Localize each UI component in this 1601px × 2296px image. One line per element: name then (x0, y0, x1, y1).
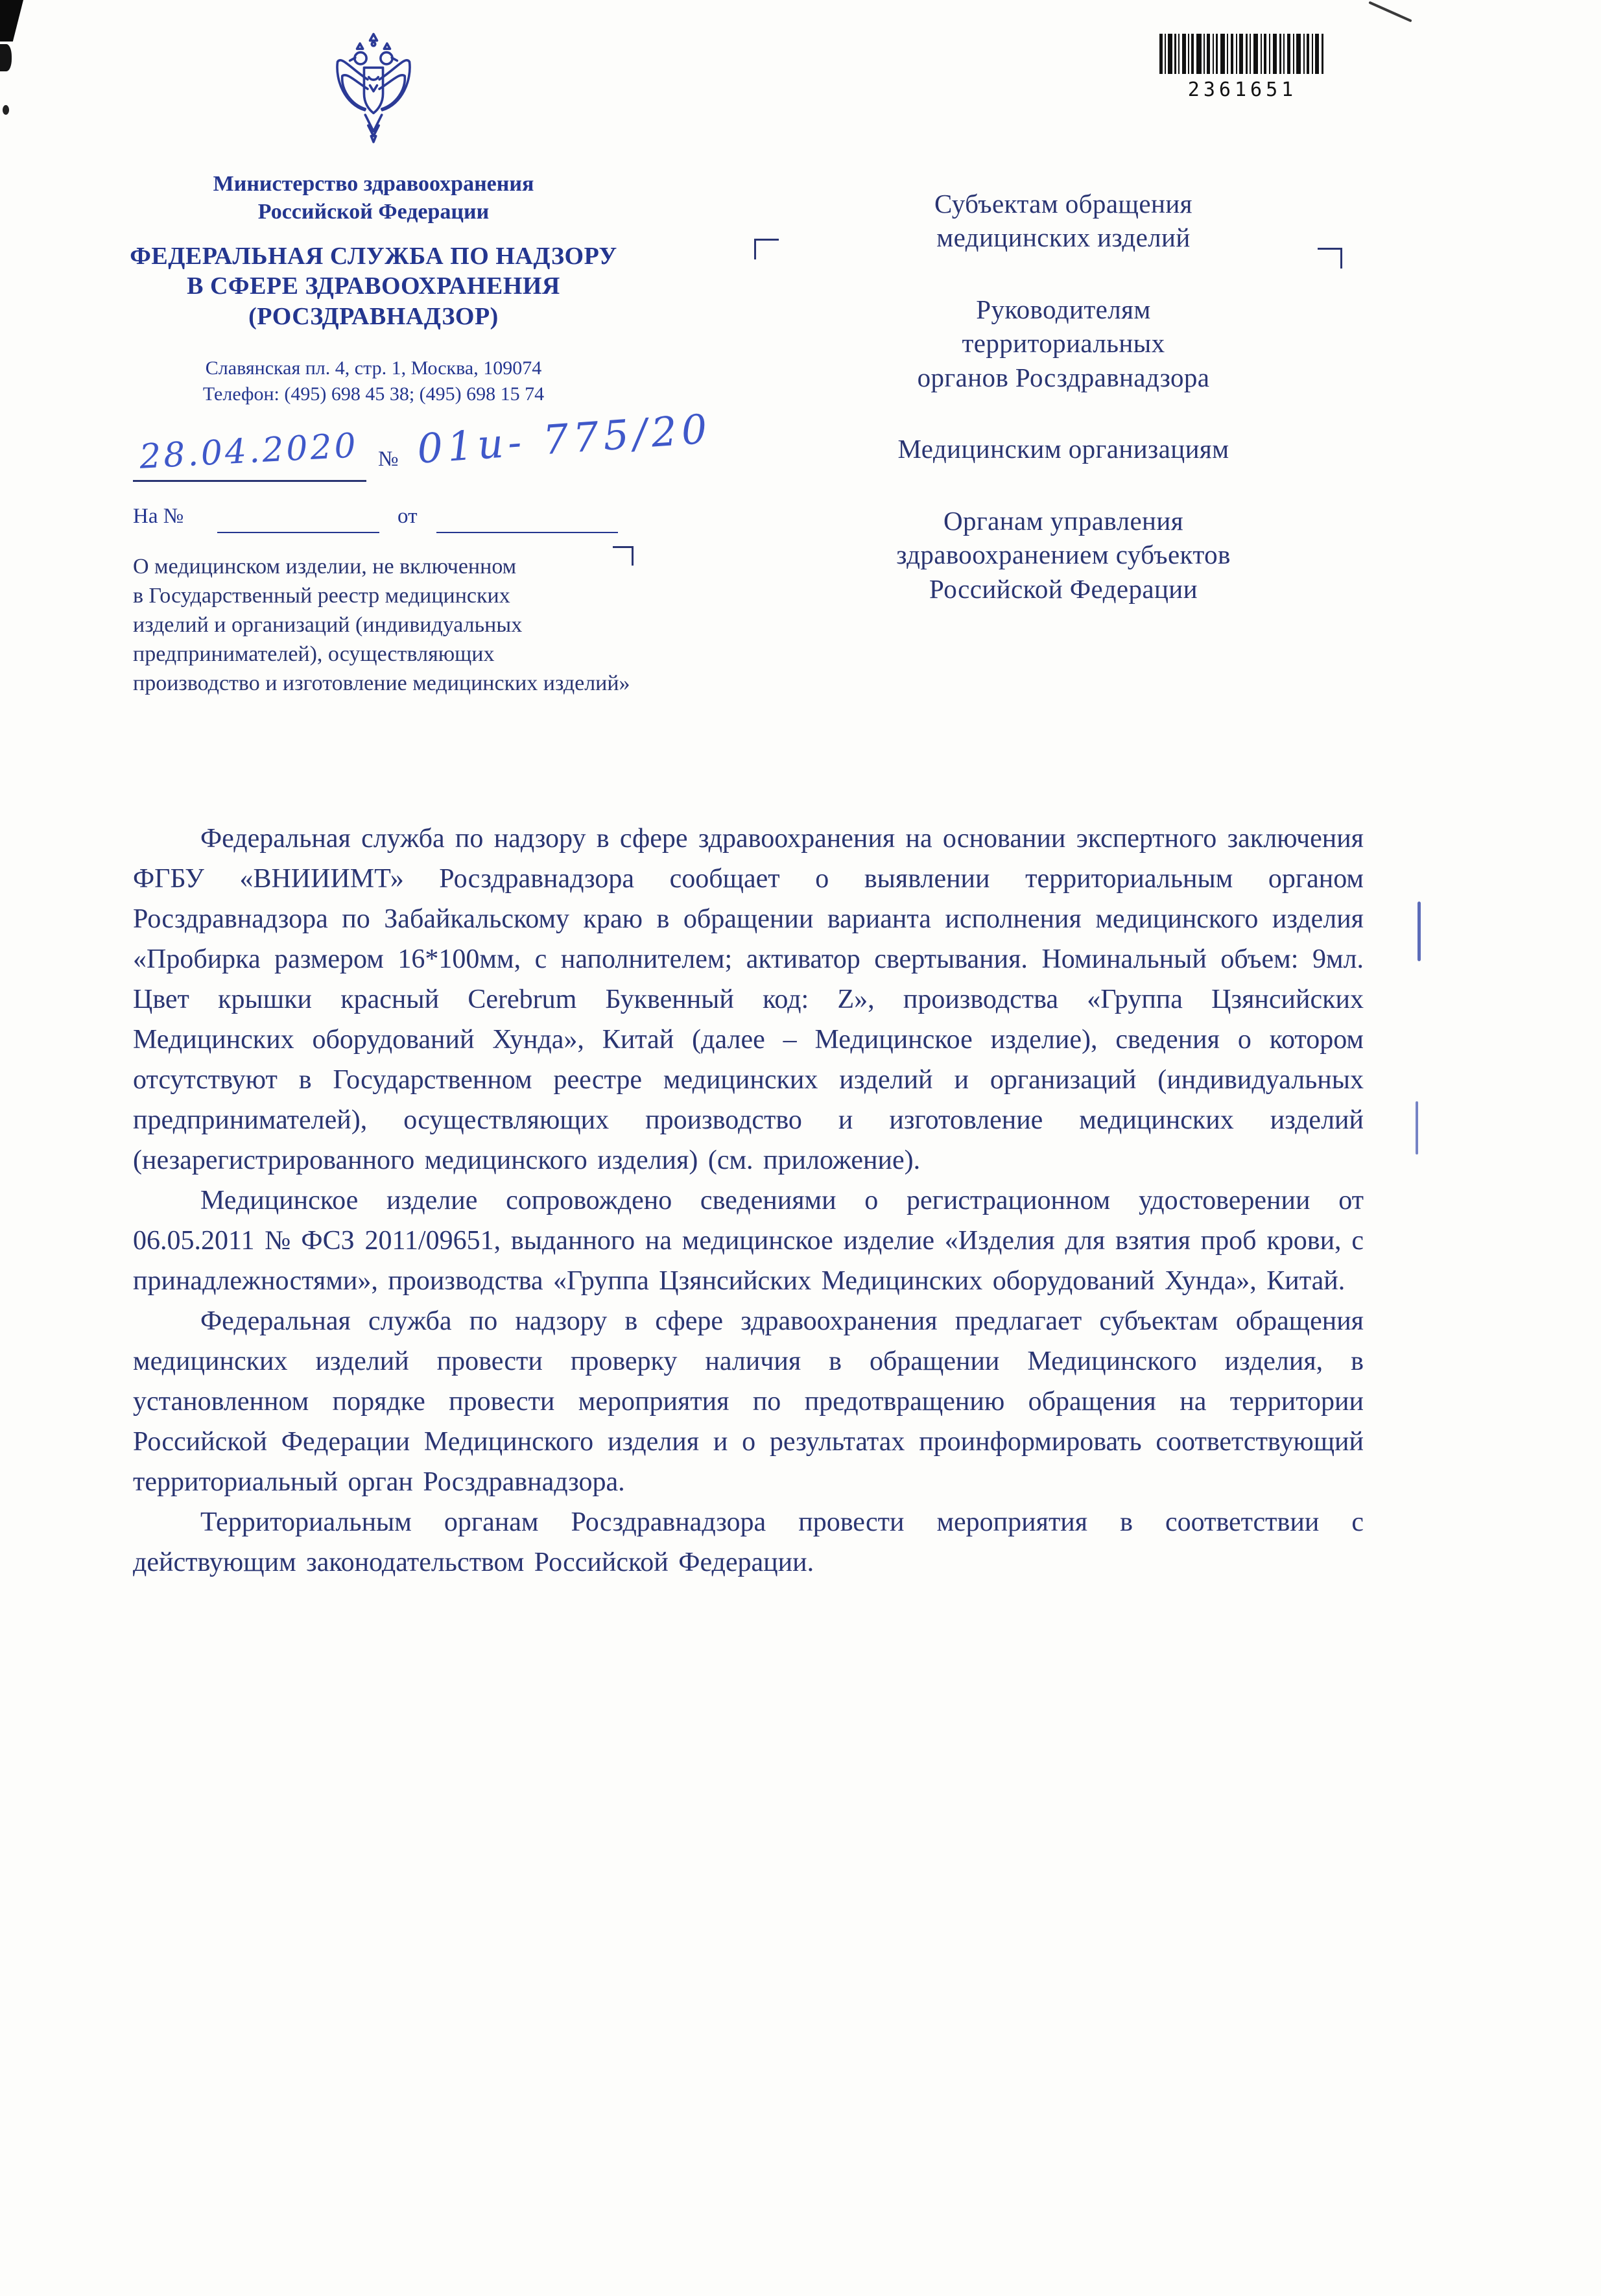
recipient-block: Руководителям территориальных органов Росздравнадзора (917, 294, 1210, 392)
reply-from-label: от (397, 505, 418, 528)
recipient-block: Органам управления здравоохранением субъектов Российской Федерации (896, 505, 1231, 604)
letter-body (133, 819, 1364, 1583)
scan-artifact-blob (0, 44, 12, 71)
reply-date-line (436, 532, 618, 533)
ministry-name: Министерство здравоохранения Российской Федерации (213, 172, 534, 224)
scan-artifact-blob (0, 0, 23, 42)
barcode-block (1159, 34, 1325, 101)
recipients-list (775, 187, 1352, 643)
handwritten-date: 28.04.2020 (138, 426, 360, 477)
coat-of-arms-emblem (332, 31, 415, 161)
body-paragraph: Федеральная служба по надзору в сфере здравоохранения на основании экспертного заключения ФГБУ «ВНИИИМТ» Росздравнадзора сообщает о выявлении территориальным органом Росздравнадзора по Забайкальскому краю в обращении варианта исполнения медицинского изделия «Пробирка размером 16*100мм, с наполнителем; активатор свертывания. Номинальный объем: 9мл. Цвет крышки красный Cerebrum Буквенный код: Z», производства «Группа Цзянсийских Медицинских оборудований Хунда», Китай (далее – Медицинское изделие), сведения о котором отсутствуют в Государственном реестре медицинских изделий и организаций (индивидуальных предпринимателей), осуществляющих производство и изготовление медицинских изделий (незарегистрированного медицинского изделия) (см. приложение). (133, 824, 1364, 1175)
recipient-block: Субъектам обращения медицинских изделий (934, 189, 1192, 253)
letterhead-address: Славянская пл. 4, стр. 1, Москва, 109074 (205, 357, 542, 379)
scan-artifact-ink-mark (1416, 1101, 1418, 1154)
scan-artifact-line (1368, 1, 1412, 23)
body-paragraph: Медицинское изделие сопровождено сведениями о регистрационном удостоверении от 06.05.2011 № ФСЗ 2011/09651, выданного на медицинское изделие «Изделия для взятия проб крови, с принадлежностями», производства «Группа Цзянсийских Медицинских оборудований Хунда», Китай. (133, 1186, 1364, 1296)
barcode-number: 2361651 (1187, 78, 1298, 101)
letterhead-phone: Телефон: (495) 698 45 38; (495) 698 15 74 (202, 383, 545, 405)
handwritten-number: 01и- 775/20 (416, 405, 713, 473)
reply-to-label: На № (133, 505, 184, 528)
recipient-block: Медицинским организациям (897, 434, 1229, 464)
date-underline (133, 480, 366, 482)
reply-reference-row (133, 505, 717, 544)
letter-subject: О медицинском изделии, не включенном в Государственный реестр медицинских изделий и организаций (индивидуальных предпринимателей), осуществляющих производство и изготовление медицинских изделий» (133, 555, 630, 695)
service-name: ФЕДЕРАЛЬНАЯ СЛУЖБА ПО НАДЗОРУ В СФЕРЕ ЗДРАВООХРАНЕНИЯ (РОСЗДРАВНАДЗОР) (130, 243, 617, 330)
reply-number-line (217, 532, 379, 533)
barcode (1159, 34, 1325, 74)
outgoing-reference-row (133, 405, 781, 498)
body-paragraph: Федеральная служба по надзору в сфере здравоохранения предлагает субъектам обращения медицинских изделий провести проверку наличия в обращении Медицинского изделия, в установленном порядке провести мероприятия по предотвращению обращения на территории Российской Федерации Медицинского изделия и о результатах проинформировать соответствующий территориальный орган Росздравнадзора. (133, 1306, 1364, 1497)
scan-artifact-ink-mark (1417, 902, 1421, 961)
number-sign: № (378, 448, 399, 471)
body-paragraph: Территориальным органам Росздравнадзора провести мероприятия в соответствии с действующим законодательством Российской Федерации. (133, 1507, 1364, 1577)
scan-artifact-blob (3, 105, 9, 115)
letterhead (77, 31, 670, 405)
